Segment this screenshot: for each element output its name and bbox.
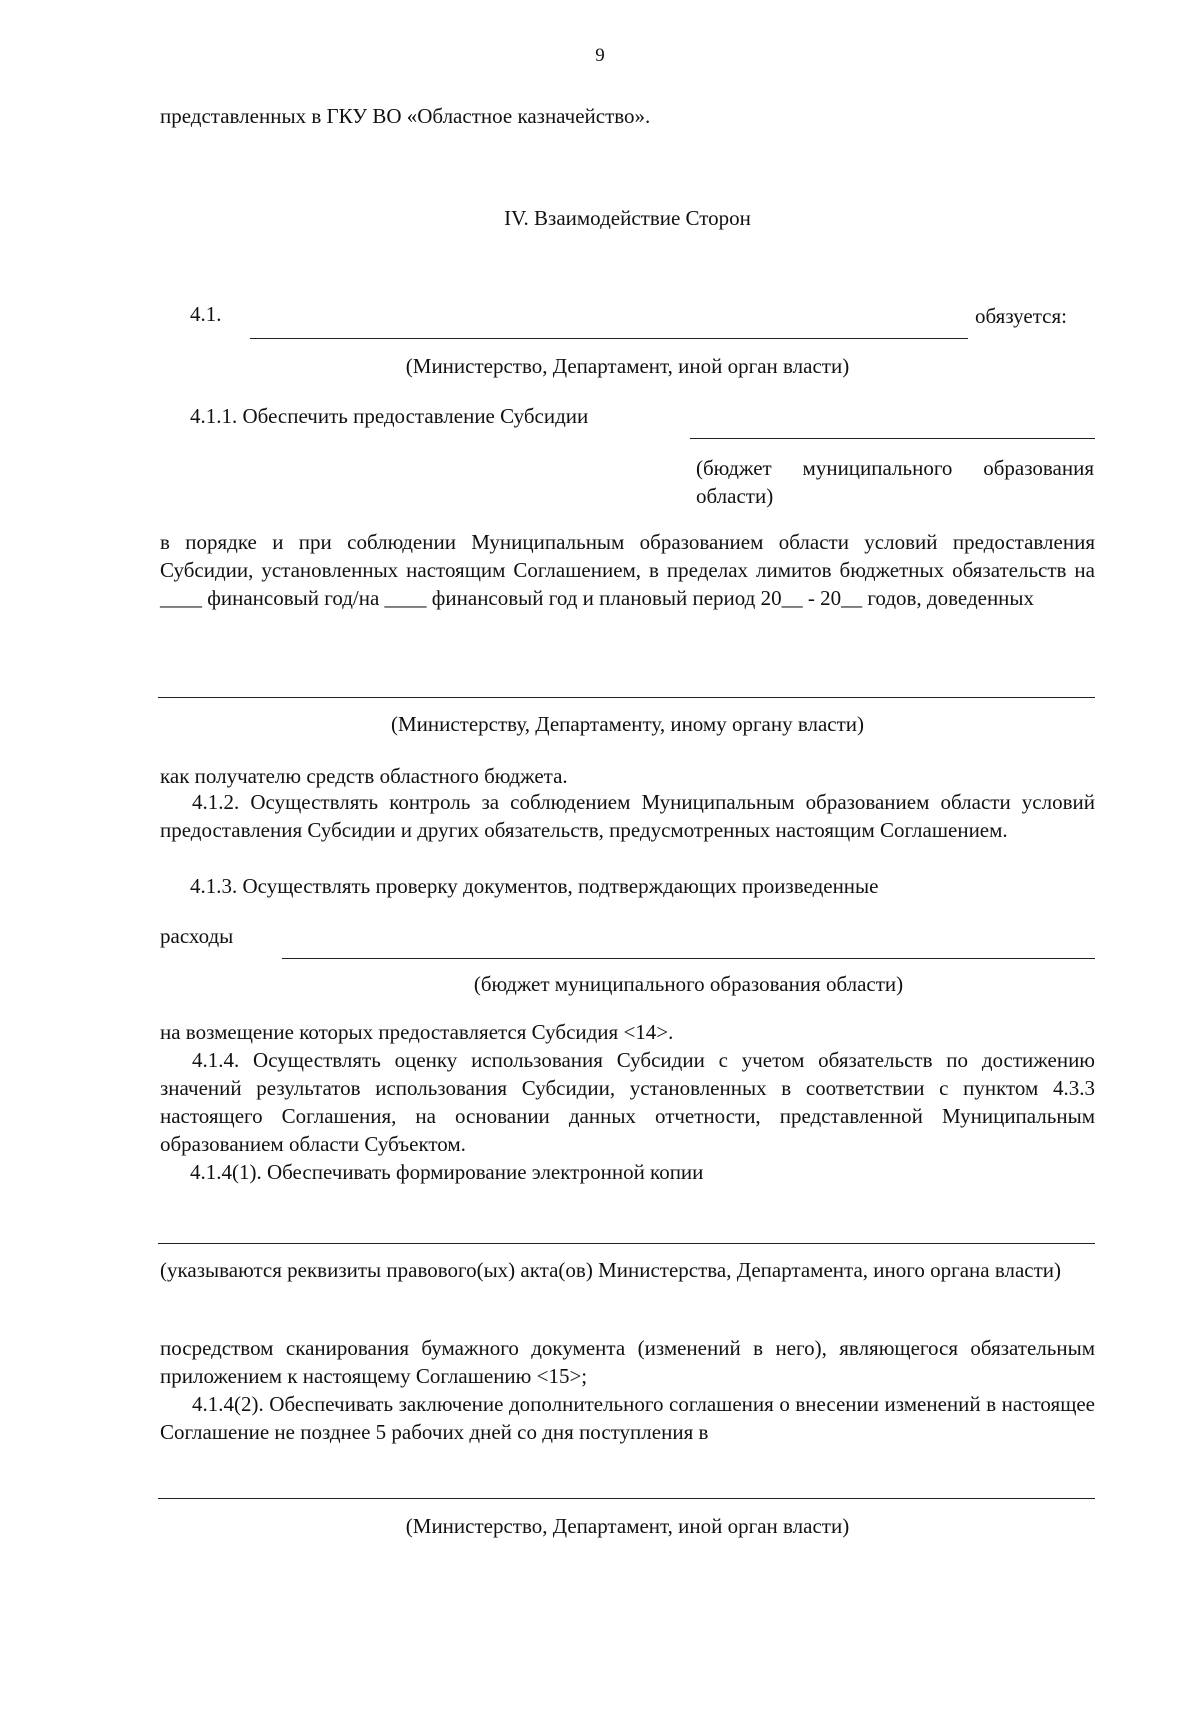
clause-4-1-1-body: в порядке и при соблюдении Муниципальным образованием области условий предоставления Субсидии, установленных настоящим Соглашением, в пределах лимитов бюджетных обязательств на ____ финансовый год/на ____ финансовый год и плановый период 20__ - 20__ годов, доведенных xyxy=(160,530,1095,610)
blank-line-4-1-4-2 xyxy=(158,1498,1095,1499)
intro-line: представленных в ГКУ ВО «Областное казначейство». xyxy=(160,104,651,128)
caption-4-1: (Министерство, Департамент, иной орган власти) xyxy=(405,354,850,378)
clause-4-1-1-text: 4.1.1. Обеспечить предоставление Субсидии xyxy=(190,404,589,428)
blank-line-4-1-3 xyxy=(282,958,1095,959)
caption-4-1-1: (бюджет муниципального образования области) xyxy=(696,456,1094,508)
caption-4-1-4-1: (указываются реквизиты правового(ых) акта(ов) Министерства, Департамента, иного органа власти) xyxy=(160,1258,1062,1282)
blank-line-4-1 xyxy=(250,338,968,339)
clause-4-1-4: 4.1.4. Осуществлять оценку использования Субсидии с учетом обязательств по достижению значений результатов использования Субсидии, установленных в соответствии с пунктом 4.3.3 настоящего Соглашения, на основании данных отчетности, представленной Муниципальным образованием области Субъектом. xyxy=(160,1048,1095,1156)
caption-4-1-4-2: (Министерство, Департамент, иной орган власти) xyxy=(405,1514,850,1538)
clause-4-1-2: 4.1.2. Осуществлять контроль за соблюдением Муниципальным образованием области условий предоставления Субсидии и других обязательств, предусмотренных настоящим Соглашением. xyxy=(160,790,1095,842)
caption-4-1-3: (бюджет муниципального образования области) xyxy=(473,972,904,996)
page-number: 9 xyxy=(595,45,605,66)
clause-4-1-4-1-text: 4.1.4(1). Обеспечивать формирование электронной копии xyxy=(190,1160,704,1184)
blank-line-4-1-1 xyxy=(690,438,1095,439)
clause-4-1-3-lead: расходы xyxy=(160,924,234,948)
clause-4-1-4-2: 4.1.4(2). Обеспечивать заключение дополнительного соглашения о внесении изменений в настоящее Соглашение не позднее 5 рабочих дней со дня поступления в xyxy=(160,1392,1095,1444)
clause-4-1-3-text: 4.1.3. Осуществлять проверку документов, подтверждающих произведенные xyxy=(190,874,879,898)
blank-line-4-1-4-1 xyxy=(158,1243,1095,1244)
clause-4-1-1-tail: как получателю средств областного бюджета. xyxy=(160,764,568,788)
clause-4-1-suffix: обязуется: xyxy=(975,304,1067,328)
clause-4-1-number: 4.1. xyxy=(190,302,222,326)
blank-line-4-1-1b xyxy=(158,697,1095,698)
clause-4-1-3-tail: на возмещение которых предоставляется Субсидия <14>. xyxy=(160,1020,674,1044)
caption-4-1-1b: (Министерству, Департаменту, иному органу власти) xyxy=(390,712,865,736)
section-title: IV. Взаимодействие Сторон xyxy=(504,206,751,230)
clause-4-1-4-1-body: посредством сканирования бумажного документа (изменений в него), являющегося обязательным приложением к настоящему Соглашению <15>; xyxy=(160,1336,1095,1388)
